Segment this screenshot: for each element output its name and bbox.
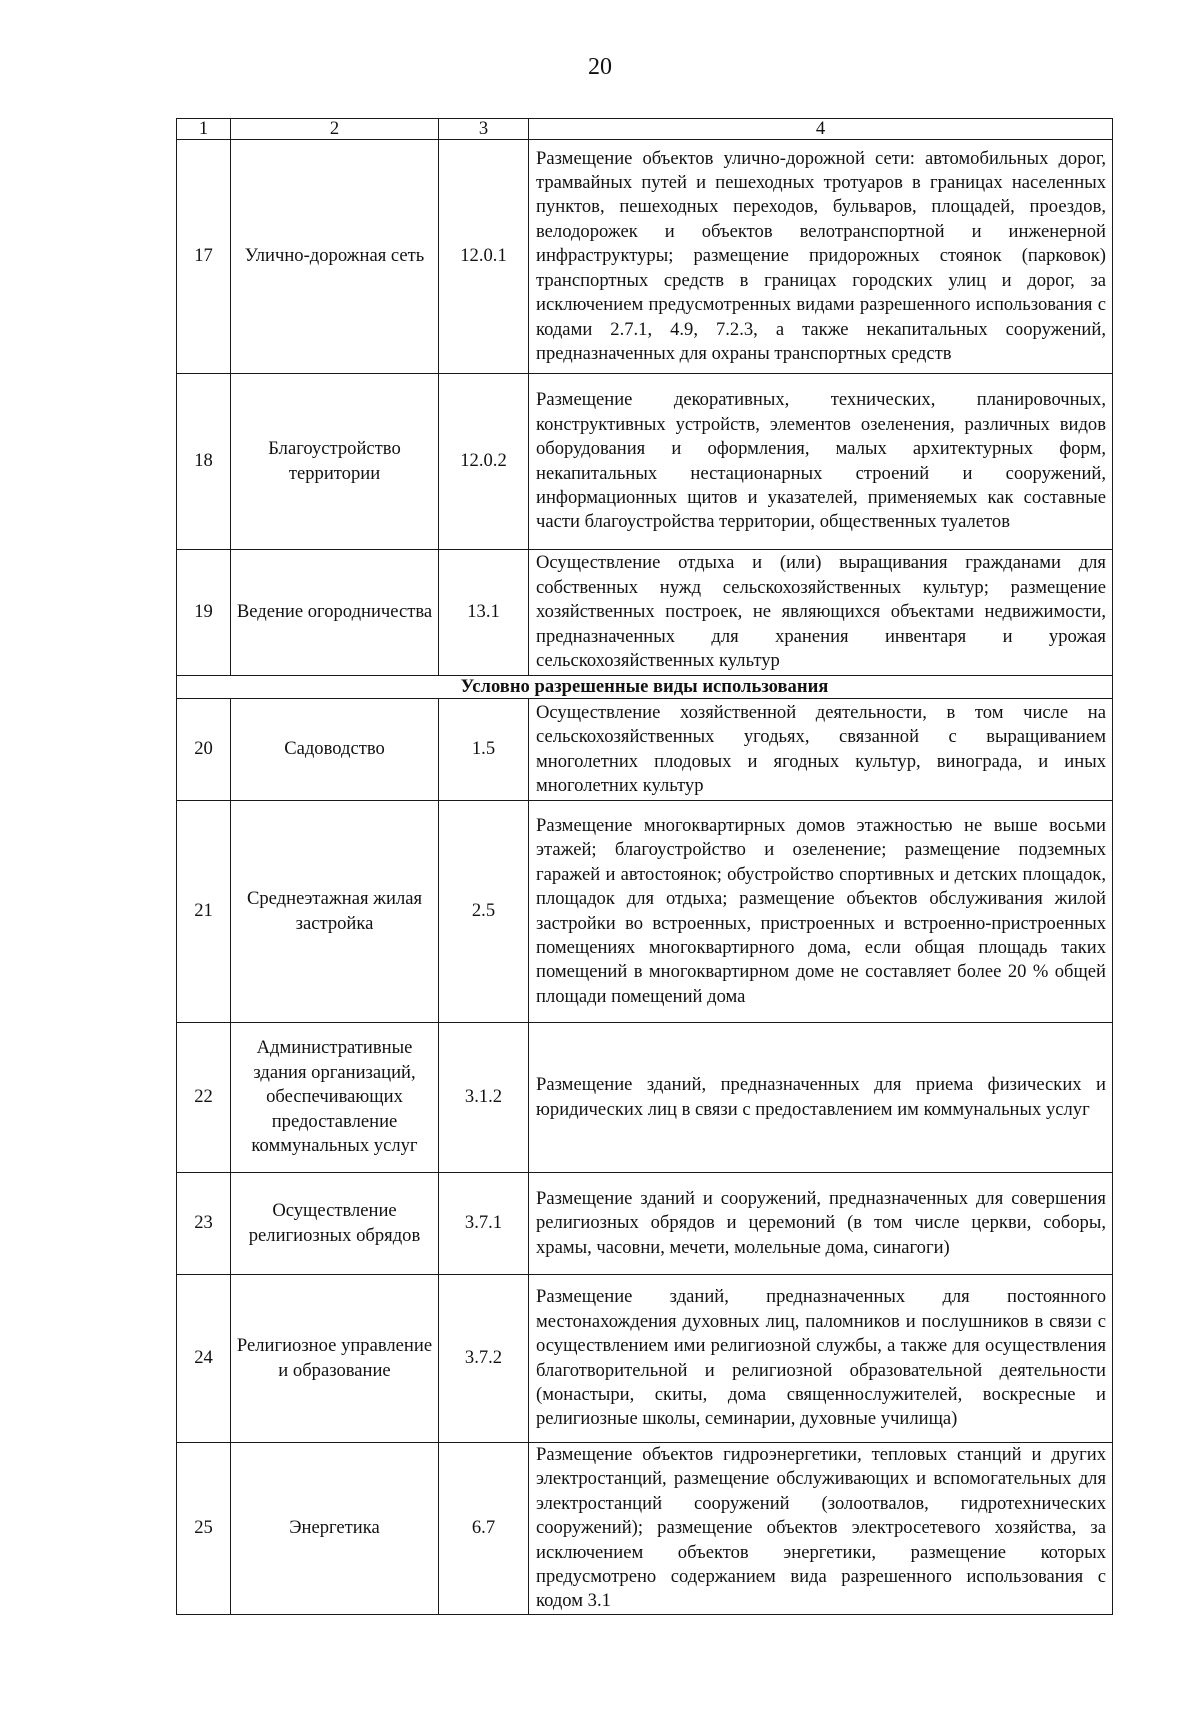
column-header-1: 1	[177, 119, 231, 140]
column-header-3: 3	[439, 119, 529, 140]
column-header-4: 4	[529, 119, 1113, 140]
row-number: 17	[177, 140, 231, 374]
use-type-name: Улично-дорожная сеть	[231, 140, 439, 374]
use-type-description: Размещение объектов гидроэнергетики, тепловых станций и других электростанций, размещение обслуживающих и вспомогательных для электростанций сооружений (золоотвалов, гидротехнических сооружений); размещение объектов электросетевого хозяйства, за исключением объектов энергетики, размещение которых предусмотрено содержанием вида разрешенного использования с кодом 3.1	[529, 1443, 1113, 1615]
use-type-name: Религиозное управление и образование	[231, 1275, 439, 1443]
use-type-code: 12.0.1	[439, 140, 529, 374]
use-type-code: 2.5	[439, 801, 529, 1023]
use-type-description: Размещение многоквартирных домов этажностью не выше восьми этажей; благоустройство и озеленение; размещение подземных гаражей и автостоянок; обустройство спортивных и детских площадок, площадок для отдыха; размещение объектов обслуживания жилой застройки во встроенных, пристроенных и встроенно-пристроенных помещениях многоквартирного дома, если общая площадь таких помещений в многоквартирном доме не составляет более 20 % общей площади помещений дома	[529, 801, 1113, 1023]
land-use-table	[176, 118, 1113, 1615]
table-body	[177, 140, 1113, 1615]
use-type-name: Ведение огородничества	[231, 550, 439, 676]
use-type-description: Осуществление отдыха и (или) выращивания гражданами для собственных нужд сельскохозяйственных культур; размещение хозяйственных построек, не являющихся объектами недвижимости, предназначенных для хранения инвентаря и урожая сельскохозяйственных культур	[529, 550, 1113, 676]
use-type-name: Садоводство	[231, 699, 439, 801]
row-number: 18	[177, 374, 231, 550]
use-type-name: Благоустройство территории	[231, 374, 439, 550]
row-number: 25	[177, 1443, 231, 1615]
use-type-code: 13.1	[439, 550, 529, 676]
table-row	[177, 140, 1113, 374]
table-row	[177, 550, 1113, 676]
use-type-code: 3.7.1	[439, 1173, 529, 1275]
use-type-description: Осуществление хозяйственной деятельности, в том числе на сельскохозяйственных угодьях, связанной с выращиванием многолетних плодовых и ягодных культур, винограда, и иных многолетних культур	[529, 699, 1113, 801]
use-type-code: 1.5	[439, 699, 529, 801]
use-type-description: Размещение объектов улично-дорожной сети: автомобильных дорог, трамвайных путей и пешеходных тротуаров в границах населенных пунктов, пешеходных переходов, бульваров, площадей, проездов, велодорожек и объектов велотранспортной и инженерной инфраструктуры; размещение придорожных стоянок (парковок) транспортных средств в границах городских улиц и дорог, за исключением предусмотренных видами разрешенного использования с кодами 2.7.1, 4.9, 7.2.3, а также некапитальных сооружений, предназначенных для охраны транспортных средств	[529, 140, 1113, 374]
table-header	[177, 119, 1113, 140]
row-number: 19	[177, 550, 231, 676]
table-row	[177, 1173, 1113, 1275]
use-type-description: Размещение зданий, предназначенных для постоянного местонахождения духовных лиц, паломников и послушников в связи с осуществлением ими религиозной службы, а также для осуществления благотворительной и религиозной образовательной деятельности (монастыри, скиты, дома священнослужителей, воскресные и религиозные школы, семинарии, духовные училища)	[529, 1275, 1113, 1443]
table-row	[177, 1443, 1113, 1615]
row-number: 24	[177, 1275, 231, 1443]
section-row	[177, 676, 1113, 699]
table-row	[177, 699, 1113, 801]
use-type-code: 3.1.2	[439, 1023, 529, 1173]
row-number: 21	[177, 801, 231, 1023]
table-row	[177, 1023, 1113, 1173]
use-type-code: 6.7	[439, 1443, 529, 1615]
use-type-code: 3.7.2	[439, 1275, 529, 1443]
use-type-name: Осуществление религиозных обрядов	[231, 1173, 439, 1275]
use-type-description: Размещение зданий и сооружений, предназначенных для совершения религиозных обрядов и церемоний (в том числе церкви, соборы, храмы, часовни, мечети, молельные дома, синагоги)	[529, 1173, 1113, 1275]
row-number: 23	[177, 1173, 231, 1275]
use-type-description: Размещение зданий, предназначенных для приема физических и юридических лиц в связи с предоставлением им коммунальных услуг	[529, 1023, 1113, 1173]
header-row	[177, 119, 1113, 140]
column-header-2: 2	[231, 119, 439, 140]
use-type-name: Административные здания организаций, обеспечивающих предоставление коммунальных услуг	[231, 1023, 439, 1173]
table-row	[177, 1275, 1113, 1443]
page-number: 20	[588, 54, 612, 80]
use-type-description: Размещение декоративных, технических, планировочных, конструктивных устройств, элементов озеленения, различных видов оборудования и оформления, малых архитектурных форм, некапитальных нестационарных строений и сооружений, информационных щитов и указателей, применяемых как составные части благоустройства территории, общественных туалетов	[529, 374, 1113, 550]
use-type-name: Энергетика	[231, 1443, 439, 1615]
table-row	[177, 801, 1113, 1023]
table-row	[177, 374, 1113, 550]
use-type-code: 12.0.2	[439, 374, 529, 550]
row-number: 22	[177, 1023, 231, 1173]
use-type-name: Среднеэтажная жилая застройка	[231, 801, 439, 1023]
section-title: Условно разрешенные виды использования	[177, 676, 1113, 699]
row-number: 20	[177, 699, 231, 801]
